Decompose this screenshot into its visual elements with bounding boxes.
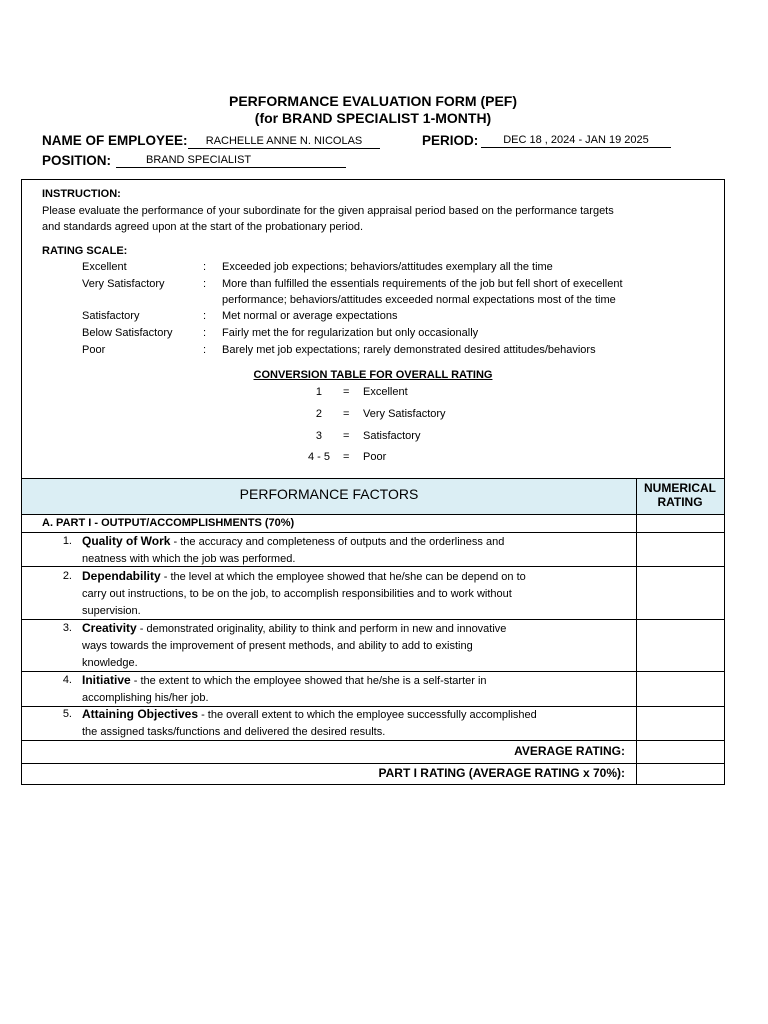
instruction-line1: Please evaluate the performance of your subordinate for the given appraisal period based on the performance targets (42, 205, 614, 217)
rating-cell[interactable] (637, 672, 724, 706)
item-desc: - the accuracy and completeness of outputs and the orderliness and (170, 536, 505, 548)
period-label: PERIOD: (422, 133, 479, 148)
list-item (82, 706, 592, 741)
item-number: 2. (62, 570, 72, 582)
item-number: 3. (62, 622, 72, 634)
rating-header-line1: NUMERICAL (644, 481, 716, 495)
item-desc-cont: neatness with which the job was performed. (82, 553, 296, 565)
period-field[interactable]: DEC 18 , 2024 - JAN 19 2025 (481, 133, 671, 148)
item-desc-cont: carry out instructions, to be on the job, to accomplish responsibilities and to work without (82, 588, 512, 600)
scale-desc: Met normal or average expectations (222, 310, 398, 322)
item-number: 4. (62, 674, 72, 686)
form-subtitle: (for BRAND SPECIALIST 1-MONTH) (254, 110, 492, 126)
scale-label: Very Satisfactory (82, 278, 165, 290)
name-field[interactable]: RACHELLE ANNE N. NICOLAS (188, 134, 380, 149)
conversion-heading: CONVERSION TABLE FOR OVERALL RATING (253, 369, 493, 381)
conversion-num: 4 - 5 (307, 451, 330, 463)
scale-desc: Barely met job expectations; rarely demonstrated desired attitudes/behaviors (222, 344, 596, 356)
scale-label: Poor (82, 344, 106, 356)
average-rating-label: AVERAGE RATING: (514, 744, 625, 758)
scale-desc: More than fulfilled the essentials requirements of the job but fell short of execellent (222, 278, 623, 290)
list-item (82, 533, 592, 568)
instruction-line2: and standards agreed upon at the start of the probationary period. (42, 221, 364, 233)
scale-desc-cont: performance; behaviors/attitudes exceeded normal expectations most of the time (222, 294, 616, 306)
item-name: Dependability (82, 569, 161, 583)
rating-cell[interactable] (637, 567, 724, 619)
conversion-label: Satisfactory (363, 430, 421, 442)
scale-label: Excellent (82, 261, 127, 273)
item-name: Quality of Work (82, 534, 171, 548)
list-item (82, 620, 592, 672)
item-number: 5. (62, 708, 72, 720)
conversion-label: Poor (363, 451, 387, 463)
item-desc: - the extent to which the employee showed that he/she is a self-starter in (130, 675, 487, 687)
list-item (82, 568, 592, 620)
scale-label: Below Satisfactory (82, 327, 173, 339)
average-rating-cell[interactable] (637, 741, 724, 763)
item-desc-cont: ways towards the improvement of present methods, and ability to add to existing (82, 640, 473, 652)
conversion-num: 2 (315, 408, 322, 420)
conversion-eq: = (343, 430, 350, 442)
performance-factors-header: PERFORMANCE FACTORS (239, 486, 419, 502)
conversion-label: Excellent (363, 386, 408, 398)
item-name: Initiative (82, 673, 131, 687)
item-name: Attaining Objectives (82, 707, 199, 721)
conversion-eq: = (343, 451, 350, 463)
position-field[interactable] (116, 153, 346, 168)
scale-colon: : (203, 310, 207, 322)
conversion-num: 1 (315, 386, 322, 398)
scale-colon: : (203, 261, 207, 273)
item-desc-cont: the assigned tasks/functions and delivered the desired results. (82, 726, 386, 738)
item-name: Creativity (82, 621, 137, 635)
part-title: A. PART I - OUTPUT/ACCOMPLISHMENTS (70%) (42, 517, 295, 529)
conversion-eq: = (343, 386, 350, 398)
name-label: NAME OF EMPLOYEE: (42, 133, 188, 148)
item-desc-cont: supervision. (82, 605, 141, 617)
rating-cell[interactable] (637, 533, 724, 566)
scale-colon: : (203, 327, 207, 339)
item-desc-cont: knowledge. (82, 657, 138, 669)
item-desc: - the overall extent to which the employee successfully accomplished (198, 709, 537, 721)
scale-label: Satisfactory (82, 310, 140, 322)
item-desc-cont: accomplishing his/her job. (82, 692, 209, 704)
conversion-num: 3 (315, 430, 322, 442)
list-item (82, 672, 592, 707)
conversion-eq: = (343, 408, 350, 420)
form-title: PERFORMANCE EVALUATION FORM (PEF) (228, 93, 518, 109)
instruction-heading: INSTRUCTION: (42, 188, 121, 200)
conversion-label: Very Satisfactory (363, 408, 446, 420)
scale-desc: Fairly met the for regularization but only occasionally (222, 327, 479, 339)
item-desc: - the level at which the employee showed that he/she can be depend on to (160, 571, 526, 583)
row-divider (22, 763, 724, 764)
part-rating-label: PART I RATING (AVERAGE RATING x 70%): (378, 766, 625, 780)
position-value: BRAND SPECIALIST (146, 154, 252, 166)
scale-colon: : (203, 278, 207, 290)
rating-cell[interactable] (637, 707, 724, 740)
numerical-rating-header (636, 481, 724, 509)
rating-cell[interactable] (637, 620, 724, 671)
position-label: POSITION: (42, 153, 112, 168)
scale-colon: : (203, 344, 207, 356)
rating-header-line2: RATING (657, 495, 703, 509)
part-rating-cell[interactable] (637, 764, 724, 785)
rating-scale-heading: RATING SCALE: (42, 245, 128, 257)
item-number: 1. (62, 535, 72, 547)
scale-desc: Exceeded job expections; behaviors/attitudes exemplary all the time (222, 261, 553, 273)
item-desc: - demonstrated originality, ability to think and perform in new and innovative (136, 623, 507, 635)
